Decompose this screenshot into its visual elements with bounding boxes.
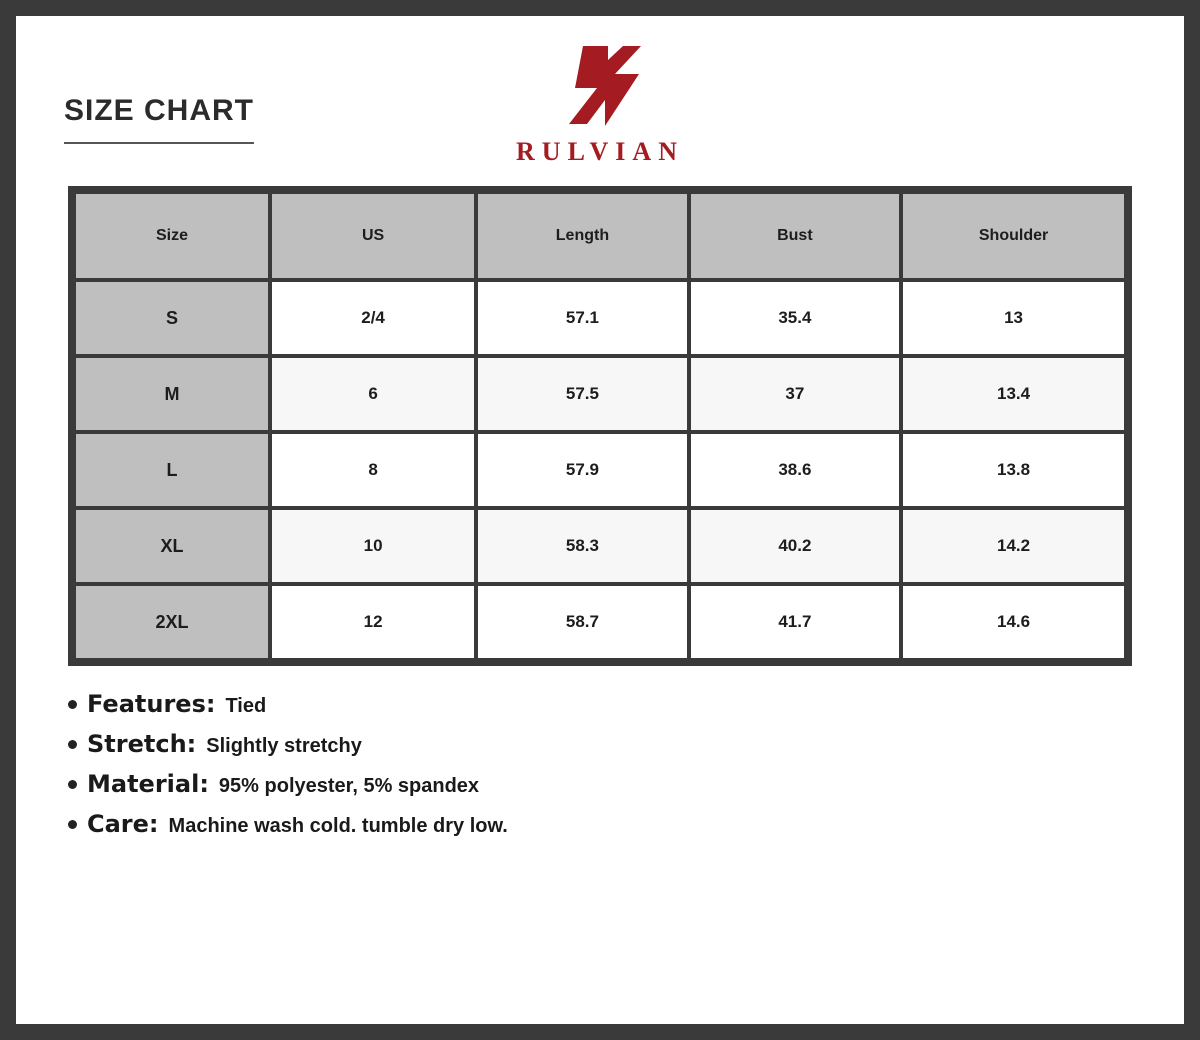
cell-shoulder: 13.8 — [903, 434, 1124, 506]
cell-length: 57.9 — [478, 434, 686, 506]
size-table-wrapper — [68, 186, 1132, 666]
cell-length: 58.7 — [478, 586, 686, 658]
table-row — [76, 282, 1124, 354]
cell-length: 57.1 — [478, 282, 686, 354]
rulvian-monogram-icon — [545, 38, 655, 133]
cell-shoulder: 13.4 — [903, 358, 1124, 430]
list-item — [68, 730, 1184, 758]
note-value: Slightly stretchy — [206, 735, 362, 757]
bullet-icon — [68, 780, 77, 789]
table-row — [76, 358, 1124, 430]
cell-us: 12 — [272, 586, 474, 658]
note-label: Stretch: — [87, 730, 197, 758]
cell-size: XL — [76, 510, 268, 582]
list-item — [68, 690, 1184, 718]
table-row — [76, 434, 1124, 506]
column-header-shoulder: Shoulder — [903, 194, 1124, 278]
cell-size: M — [76, 358, 268, 430]
cell-us: 10 — [272, 510, 474, 582]
column-header-size: Size — [76, 194, 268, 278]
brand-block — [16, 38, 1184, 167]
list-item — [68, 770, 1184, 798]
table-header-row — [76, 194, 1124, 278]
cell-us: 8 — [272, 434, 474, 506]
note-label: Material: — [87, 770, 209, 798]
cell-size: 2XL — [76, 586, 268, 658]
column-header-bust: Bust — [691, 194, 899, 278]
cell-shoulder: 13 — [903, 282, 1124, 354]
cell-length: 58.3 — [478, 510, 686, 582]
note-label: Care: — [87, 810, 159, 838]
cell-shoulder: 14.6 — [903, 586, 1124, 658]
cell-size: S — [76, 282, 268, 354]
column-header-length: Length — [478, 194, 686, 278]
page-title: SIZE CHART — [64, 94, 254, 127]
cell-shoulder: 14.2 — [903, 510, 1124, 582]
note-value: 95% polyester, 5% spandex — [218, 775, 480, 797]
document-header — [16, 16, 1184, 186]
brand-name: RULVIAN — [516, 137, 684, 166]
bullet-icon — [68, 820, 77, 829]
note-value: Tied — [225, 695, 267, 717]
cell-bust: 40.2 — [691, 510, 899, 582]
table-row — [76, 510, 1124, 582]
cell-us: 2/4 — [272, 282, 474, 354]
note-label: Features: — [87, 690, 216, 718]
size-table — [72, 190, 1128, 662]
table-row — [76, 586, 1124, 658]
cell-length: 57.5 — [478, 358, 686, 430]
cell-size: L — [76, 434, 268, 506]
list-item — [68, 810, 1184, 838]
bullet-icon — [68, 740, 77, 749]
notes-list — [68, 690, 1184, 838]
note-value: Machine wash cold. tumble dry low. — [168, 815, 508, 837]
column-header-us: US — [272, 194, 474, 278]
cell-bust: 35.4 — [691, 282, 899, 354]
cell-us: 6 — [272, 358, 474, 430]
cell-bust: 38.6 — [691, 434, 899, 506]
cell-bust: 41.7 — [691, 586, 899, 658]
cell-bust: 37 — [691, 358, 899, 430]
bullet-icon — [68, 700, 77, 709]
